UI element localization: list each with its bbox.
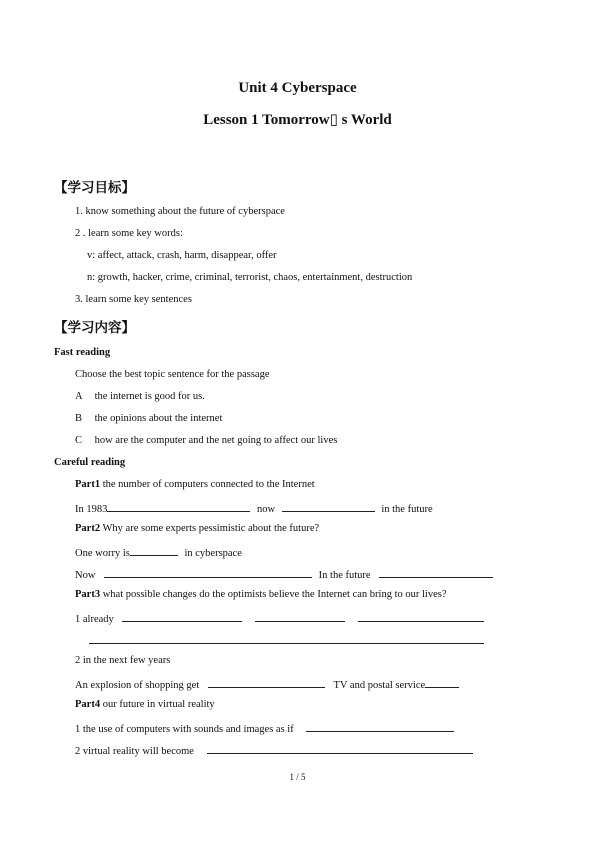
part-text: Why are some experts pessimistic about the future?: [100, 523, 320, 534]
page-number: 1 / 5: [289, 772, 306, 782]
answer-line[interactable]: [89, 643, 484, 644]
answer-blank[interactable]: [208, 677, 325, 688]
answer-blank[interactable]: [107, 501, 250, 512]
answer-blank[interactable]: [255, 611, 345, 622]
answer-blank[interactable]: [306, 721, 454, 732]
objective-item: 3. learn some key sentences: [75, 294, 192, 305]
answer-blank[interactable]: [358, 611, 484, 622]
part-label: Part2: [75, 523, 101, 534]
part4-line2: [75, 743, 473, 757]
page-title: Unit 4 Cyberspace: [238, 80, 357, 96]
part-label: Part1: [75, 479, 101, 490]
line-label: In the future: [318, 570, 371, 581]
option-b: [75, 413, 222, 424]
line-label: An explosion of shopping get: [75, 680, 200, 691]
option-text: the internet is good for us.: [94, 391, 205, 402]
fast-reading-heading: Fast reading: [54, 347, 111, 358]
answer-blank[interactable]: [379, 567, 493, 578]
objective-verbs: v: affect, attack, crash, harm, disappear, offer: [87, 250, 277, 261]
answer-blank[interactable]: [207, 743, 473, 754]
part2-heading: [75, 523, 319, 534]
part3-heading: [75, 589, 447, 600]
option-letter: C: [75, 435, 83, 446]
objective-nouns: n: growth, hacker, crime, criminal, terrorist, chaos, entertainment, destruction: [87, 272, 413, 283]
part3-line3: [75, 677, 459, 691]
part3-line2: 2 in the next few years: [75, 655, 171, 666]
line-label: 1 already: [75, 614, 114, 625]
option-letter: B: [75, 413, 83, 424]
line-label: in cyberspace: [184, 548, 242, 559]
option-a: [75, 391, 205, 402]
answer-blank[interactable]: [104, 567, 312, 578]
line-label: 2 virtual reality will become: [75, 746, 194, 757]
option-text: how are the computer and the net going to affect our lives: [94, 435, 338, 446]
answer-blank[interactable]: [122, 611, 242, 622]
part4-line1: [75, 721, 454, 735]
answer-blank[interactable]: [425, 677, 459, 688]
fast-reading-instruction: Choose the best topic sentence for the passage: [75, 369, 270, 380]
answer-blank[interactable]: [130, 545, 178, 556]
careful-reading-heading: Careful reading: [54, 457, 126, 468]
content-heading: 【学习内容】: [54, 320, 135, 336]
line-label: Now: [75, 570, 96, 581]
line-label: now: [257, 504, 276, 515]
objective-item: 1. know something about the future of cyberspace: [75, 206, 285, 217]
part1-heading: [75, 479, 315, 490]
option-text: the opinions about the internet: [94, 413, 223, 424]
line-label: in the future: [381, 504, 433, 515]
part3-line1: [75, 611, 484, 625]
option-c: [75, 435, 337, 446]
lesson-title: Lesson 1 Tomorrow▯ s World: [203, 112, 392, 128]
part-text: our future in virtual reality: [100, 699, 215, 710]
part-label: Part4: [75, 699, 101, 710]
answer-blank[interactable]: [282, 501, 375, 512]
line-label: 1 the use of computers with sounds and images as if: [75, 724, 294, 735]
objectives-heading: 【学习目标】: [54, 180, 135, 196]
line-label: In 1983: [75, 504, 108, 515]
part-text: the number of computers connected to the Internet: [100, 479, 315, 490]
part1-line: [75, 501, 433, 515]
part-text: what possible changes do the optimists believe the Internet can bring to our lives?: [100, 589, 447, 600]
part2-line1: [75, 545, 242, 559]
line-label: One worry is: [75, 548, 130, 559]
option-letter: A: [75, 391, 83, 402]
part-label: Part3: [75, 589, 101, 600]
part2-line2: [75, 567, 493, 581]
line-label: TV and postal service: [333, 680, 426, 691]
part4-heading: [75, 699, 215, 710]
objective-item: 2 . learn some key words:: [75, 228, 183, 239]
